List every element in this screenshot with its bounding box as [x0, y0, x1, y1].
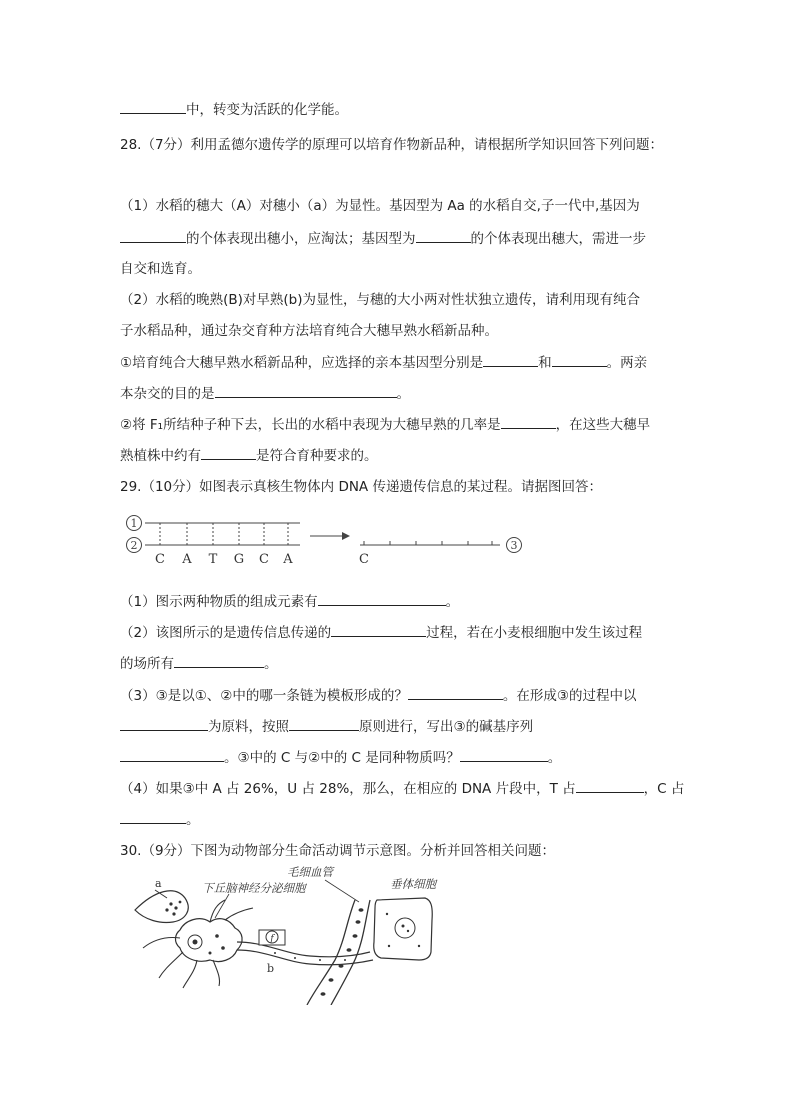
pituitary-nucleus: [395, 918, 415, 938]
q29-part3-line2: 为原料，按照 原则进行，写出③的碱基序列: [120, 717, 533, 736]
blood-cells: [321, 908, 364, 996]
base-letter: C: [155, 552, 165, 567]
continuation-line: 中，转变为活跃的化学能。: [120, 100, 348, 119]
answer-blank[interactable]: [201, 446, 256, 460]
answer-blank[interactable]: [120, 100, 186, 114]
label-2: 2: [130, 539, 138, 552]
q29-part3: （3）③是以①、②中的哪一条链为模板形成的？ 。在形成③的过程中以: [120, 688, 637, 704]
q29-title: 29.（10分）如图表示真核生物体内 DNA 传递遗传信息的某过程。请据图回答：: [120, 479, 602, 495]
q29-part4: （4）如果③中 A 占 26%，U 占 28%，那么，在相应的 DNA 片段中，T 占 ，C 占: [120, 781, 685, 797]
answer-blank[interactable]: [483, 353, 538, 367]
base-letter: C: [259, 552, 269, 567]
q29-part1: （1）图示两种物质的组成元素有 。: [120, 594, 460, 610]
answer-blank[interactable]: [215, 384, 397, 398]
neuron-soma: [175, 919, 242, 962]
q29-part3-line3: 。③中的 C 与②中的 C 是同种物质吗？ 。: [120, 748, 561, 767]
neuroendocrine-diagram: [125, 860, 455, 1005]
answer-blank[interactable]: [120, 810, 186, 824]
answer-blank[interactable]: [416, 229, 471, 243]
answer-blank[interactable]: [289, 717, 359, 731]
base-letter: T: [208, 552, 218, 567]
label-b: b: [267, 962, 275, 975]
capillary-label: 毛细血管: [287, 865, 333, 879]
q28-part2: （2）水稻的晚熟(B)对早熟(b)为显性，与穗的大小两对性状独立遗传，请利用现有纯合: [120, 292, 640, 308]
q28-part2-line2: 子水稻品种，通过杂交育种方法培育纯合大穗早熟水稻新品种。: [120, 323, 498, 339]
q28-part2-sub2: ②将 F₁所结种子种下去，长出的水稻中表现为大穗早熟的几率是 ，在这些大穗早: [120, 417, 651, 433]
q29-part2-line2: 的场所有 。: [120, 656, 278, 672]
capillary-wall-right: [331, 900, 370, 1005]
strand-3-ticks: [364, 541, 492, 545]
answer-blank[interactable]: [408, 686, 503, 700]
meter-label: f: [270, 934, 274, 944]
q28-part1-line3: 自交和选育。: [120, 261, 201, 277]
pituitary-cell: [374, 898, 432, 960]
answer-blank[interactable]: [120, 748, 224, 762]
q28-part2-sub2-line2: 熟植株中约有 是符合育种要求的。: [120, 448, 378, 464]
answer-blank[interactable]: [460, 748, 548, 762]
answer-blank[interactable]: [331, 623, 426, 637]
capillary-wall-left: [307, 900, 355, 1005]
neuron-label: 下丘脑神经分泌细胞: [202, 881, 306, 895]
arrow-head-icon: [342, 532, 350, 540]
answer-blank[interactable]: [318, 592, 446, 606]
answer-blank[interactable]: [174, 654, 264, 668]
q30-title: 30.（9分）下图为动物部分生命活动调节示意图。分析并回答相关问题：: [120, 843, 556, 859]
answer-blank[interactable]: [552, 353, 607, 367]
q29-part4-line2: 。: [120, 810, 200, 829]
q28-part2-sub1: ①培育纯合大穗早熟水稻新品种，应选择的亲本基因型分别是 和 。两亲: [120, 355, 648, 371]
pituitary-label: 垂体细胞: [390, 877, 436, 891]
q28-part2-sub1-line2: 本杂交的目的是 。: [120, 386, 410, 402]
base-letter: A: [283, 552, 293, 567]
answer-blank[interactable]: [501, 415, 556, 429]
base-letter: G: [233, 552, 245, 567]
q28-part1-line2: 的个体表现出穗小，应淘汰；基因型为 的个体表现出穗大，需进一步: [120, 229, 646, 248]
dendrites: [143, 900, 253, 988]
answer-blank[interactable]: [576, 779, 644, 793]
label-1: 1: [130, 517, 138, 530]
q28-part1: （1）水稻的穗大（A）对穗小（a）为显性。基因型为 Aa 的水稻自交,子一代中,基因为: [120, 198, 640, 214]
axon-terminal-a: [135, 891, 188, 923]
q29-part2: （2）该图所示的是遗传信息传递的 过程，若在小麦根细胞中发生该过程: [120, 625, 643, 641]
answer-blank[interactable]: [120, 717, 208, 731]
answer-blank[interactable]: [120, 229, 186, 243]
product-base-letter: C: [359, 552, 369, 567]
vesicles: [165, 901, 181, 916]
base-pair-bonds: [160, 523, 288, 545]
dna-transcription-diagram: [120, 510, 540, 570]
axon-lower: [237, 950, 373, 965]
base-letter: A: [182, 552, 192, 567]
q28-title: 28.（7分）利用孟德尔遗传学的原理可以培育作物新品种，请根据所学知识回答下列问题：: [120, 137, 664, 153]
label-3: 3: [510, 539, 518, 552]
label-a: a: [155, 877, 162, 890]
